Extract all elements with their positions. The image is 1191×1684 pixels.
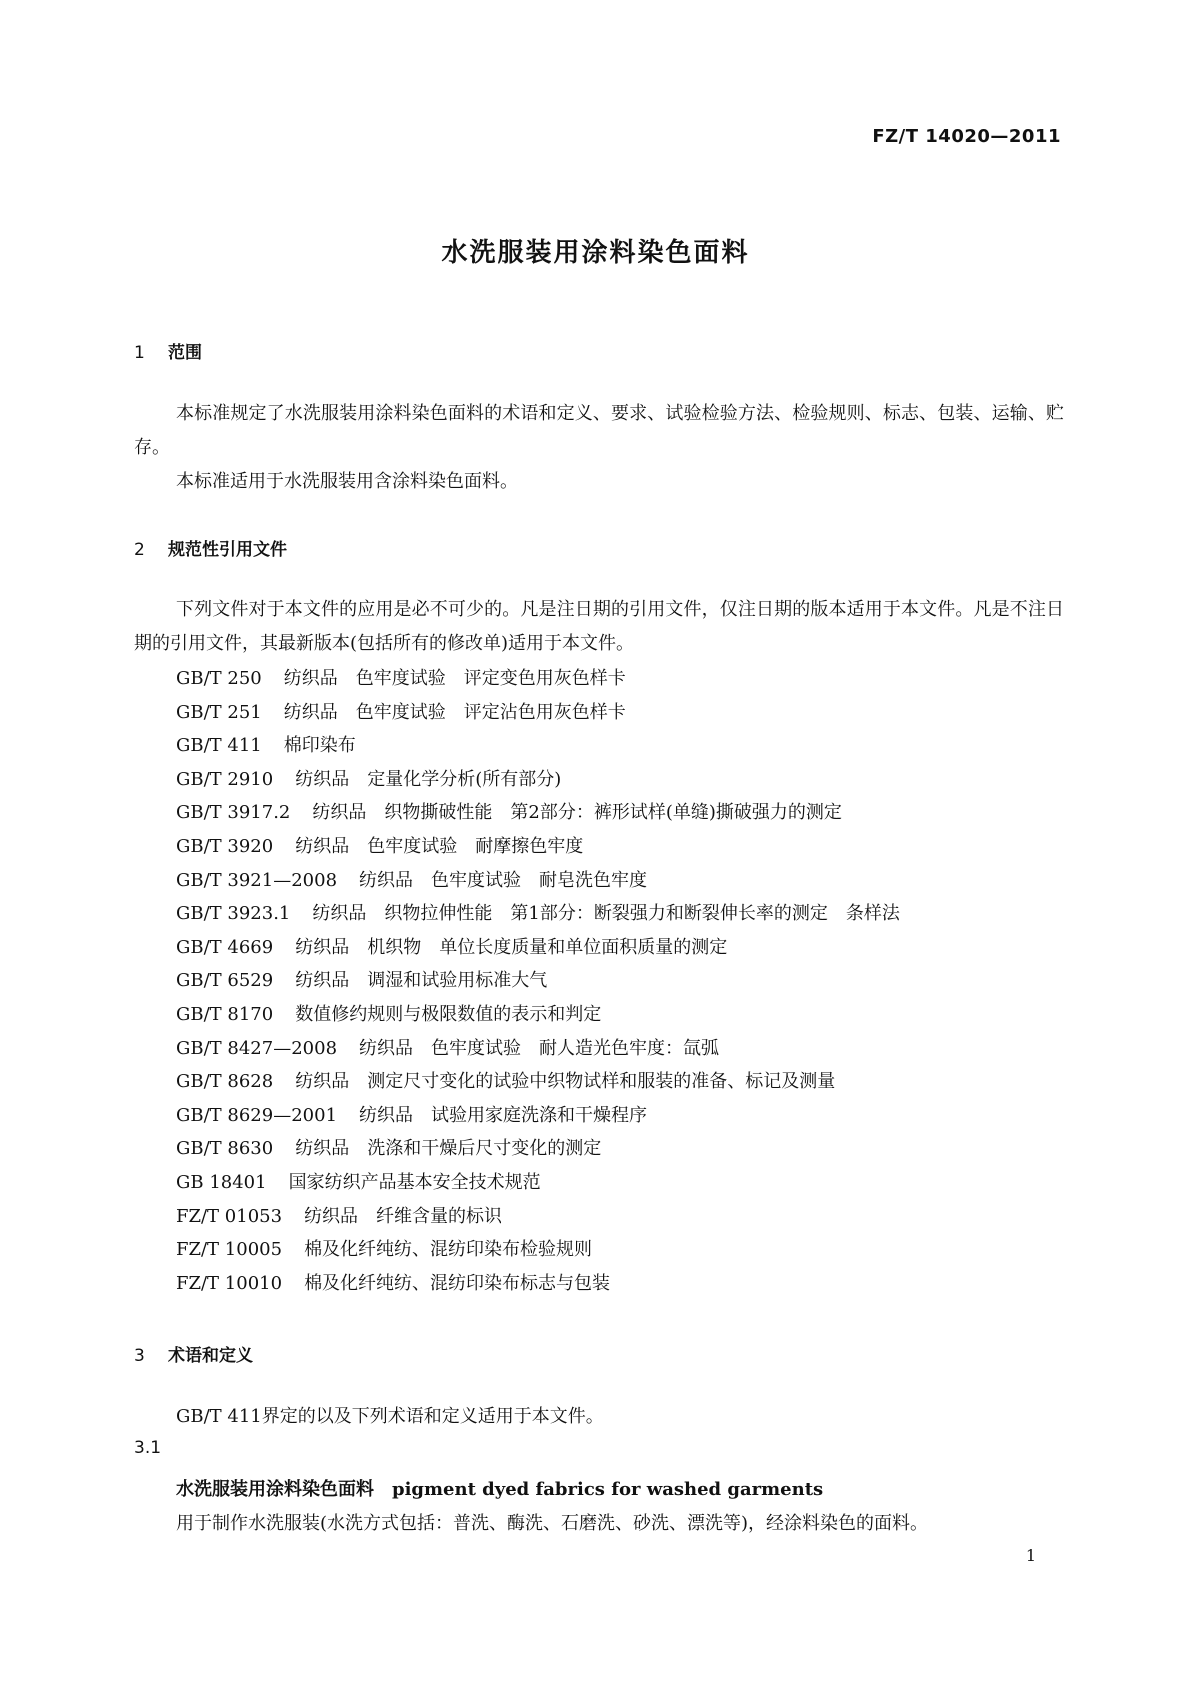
section-title: 术语和定义 [168, 1346, 253, 1366]
reference-code: GB/T 8630 [176, 1138, 274, 1160]
reference-code: GB/T 251 [176, 701, 262, 723]
section-number: 2 [134, 540, 145, 560]
reference-title: 棉及化纤纯纺、混纺印染布检验规则 [304, 1239, 593, 1261]
reference-code: FZ/T 10010 [176, 1272, 283, 1294]
reference-item [176, 796, 900, 830]
reference-item [176, 1166, 900, 1200]
reference-code: GB/T 2910 [176, 768, 274, 790]
reference-code: GB/T 8629—2001 [176, 1104, 338, 1126]
reference-item [176, 1132, 900, 1166]
section-2-heading [134, 535, 287, 560]
reference-title: 纺织品 定量化学分析(所有部分) [295, 768, 562, 790]
reference-item [176, 763, 900, 797]
reference-code: GB/T 6529 [176, 970, 274, 992]
reference-code: FZ/T 10005 [176, 1239, 283, 1261]
reference-code: GB 18401 [176, 1171, 267, 1193]
section-number: 1 [134, 343, 145, 363]
reference-title: 纺织品 机织物 单位长度质量和单位面积质量的测定 [295, 936, 728, 958]
section-title: 规范性引用文件 [168, 540, 287, 560]
reference-title: 纺织品 测定尺寸变化的试验中织物试样和服装的准备、标记及测量 [295, 1071, 836, 1093]
page-number: 1 [1025, 1546, 1036, 1565]
term-chinese: 水洗服装用涂料染色面料 [176, 1479, 374, 1500]
standard-code: FZ/T 14020—2011 [872, 126, 1061, 147]
reference-item [176, 1233, 900, 1267]
reference-item [176, 1065, 900, 1099]
section-3-heading [134, 1341, 253, 1366]
reference-title: 纺织品 色牢度试验 耐人造光色牢度：氙弧 [359, 1037, 720, 1059]
reference-item [176, 897, 900, 931]
reference-list [176, 662, 900, 1300]
reference-item [176, 1200, 900, 1234]
references-intro-paragraph: 下列文件对于本文件的应用是必不可少的。凡是注日期的引用文件，仅注日期的版本适用于本文件。凡是不注日期的引用文件，其最新版本(包括所有的修改单)适用于本文件。 [134, 599, 1064, 654]
reference-item [176, 931, 900, 965]
reference-title: 数值修约规则与极限数值的表示和判定 [295, 1003, 602, 1025]
reference-item [176, 1032, 900, 1066]
reference-code: GB/T 3917.2 [176, 802, 291, 824]
term-definition: 用于制作水洗服装(水洗方式包括：普洗、酶洗、石磨洗、砂洗、漂洗等)，经涂料染色的面料。 [176, 1513, 929, 1534]
term-entry [176, 1475, 823, 1501]
section-number: 3 [134, 1346, 145, 1366]
reference-title: 纺织品 色牢度试验 耐摩擦色牢度 [295, 835, 584, 857]
reference-code: GB/T 3923.1 [176, 903, 291, 925]
reference-title: 纺织品 纤维含量的标识 [304, 1205, 503, 1227]
term-english: pigment dyed fabrics for washed garments [392, 1479, 824, 1500]
reference-code: GB/T 4669 [176, 936, 274, 958]
reference-code: GB/T 250 [176, 668, 262, 689]
scope-paragraph-1: 本标准规定了水洗服装用涂料染色面料的术语和定义、要求、试验检验方法、检验规则、标志、包装、运输、贮存。 [134, 403, 1064, 458]
reference-code: GB/T 3921—2008 [176, 869, 338, 891]
reference-code: GB/T 8427—2008 [176, 1037, 338, 1059]
reference-title: 棉印染布 [283, 735, 356, 757]
section-1-heading [134, 338, 202, 363]
reference-code: GB/T 3920 [176, 835, 274, 857]
reference-title: 棉及化纤纯纺、混纺印染布标志与包装 [304, 1272, 611, 1294]
reference-item [176, 1267, 900, 1301]
reference-item [176, 830, 900, 864]
reference-title: 纺织品 织物拉伸性能 第1部分：断裂强力和断裂伸长率的测定 条样法 [312, 903, 900, 925]
reference-item [176, 662, 900, 696]
reference-title: 纺织品 调湿和试验用标准大气 [295, 970, 548, 992]
reference-code: FZ/T 01053 [176, 1205, 283, 1227]
scope-paragraph-2: 本标准适用于水洗服装用含涂料染色面料。 [176, 471, 518, 492]
reference-title: 纺织品 色牢度试验 耐皂洗色牢度 [359, 869, 648, 891]
reference-title: 纺织品 洗涤和干燥后尺寸变化的测定 [295, 1138, 602, 1160]
reference-item [176, 729, 900, 763]
section-title: 范围 [168, 343, 202, 363]
reference-title: 纺织品 色牢度试验 评定沾色用灰色样卡 [283, 701, 626, 723]
reference-code: GB/T 8170 [176, 1003, 274, 1025]
document-title: 水洗服装用涂料染色面料 [441, 238, 750, 268]
clause-number: 3.1 [134, 1438, 162, 1458]
reference-code: GB/T 411 [176, 735, 262, 757]
reference-title: 国家纺织产品基本安全技术规范 [288, 1171, 541, 1193]
reference-item [176, 696, 900, 730]
terms-intro-paragraph: GB/T 411界定的以及下列术语和定义适用于本文件。 [176, 1406, 604, 1427]
reference-item [176, 998, 900, 1032]
reference-item [176, 1099, 900, 1133]
reference-title: 纺织品 色牢度试验 评定变色用灰色样卡 [283, 668, 626, 689]
reference-title: 纺织品 试验用家庭洗涤和干燥程序 [359, 1104, 648, 1126]
reference-title: 纺织品 织物撕破性能 第2部分：裤形试样(单缝)撕破强力的测定 [312, 802, 842, 824]
reference-item [176, 864, 900, 898]
reference-code: GB/T 8628 [176, 1071, 274, 1093]
reference-item [176, 964, 900, 998]
